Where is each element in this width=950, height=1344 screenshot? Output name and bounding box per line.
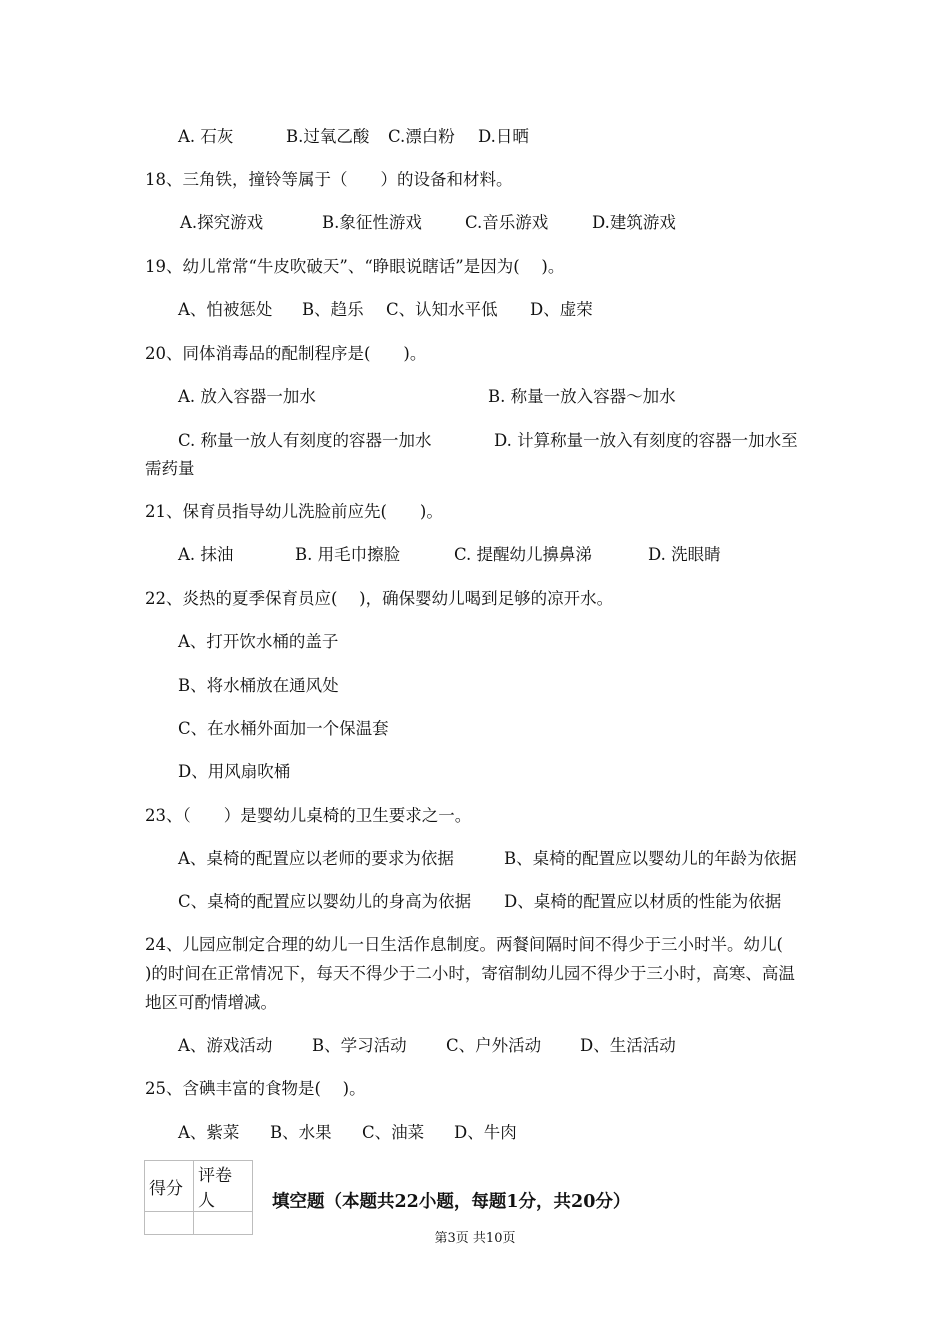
q19-option-d: D、虚荣 bbox=[530, 300, 593, 319]
q22-option-c: C、在水桶外面加一个保温套 bbox=[178, 719, 389, 738]
q22-option-b: B、将水桶放在通风处 bbox=[178, 676, 339, 695]
section-title: 填空题（本题共22小题，每题1分，共20分） bbox=[272, 1192, 631, 1212]
q22-option-d: D、用风扇吹桶 bbox=[178, 762, 291, 781]
q25-option-b: B、水果 bbox=[270, 1123, 332, 1142]
q18-option-d: D.建筑游戏 bbox=[592, 213, 676, 232]
q17-option-c: C.漂白粉 bbox=[388, 127, 455, 146]
q20-continuation: 需药量 bbox=[145, 459, 195, 478]
q21-option-d: D. 洗眼睛 bbox=[648, 545, 721, 564]
q19-option-b: B、趋乐 bbox=[302, 300, 364, 319]
q18-option-a: A.探究游戏 bbox=[180, 213, 264, 232]
q23-option-b: B、桌椅的配置应以婴幼儿的年龄为依据 bbox=[504, 849, 797, 868]
q22-option-a: A、打开饮水桶的盖子 bbox=[178, 632, 339, 651]
q20-stem: 20、同体消毒品的配制程序是( )。 bbox=[145, 344, 427, 363]
q24-option-d: D、生活活动 bbox=[580, 1036, 676, 1055]
q23-option-c: C、桌椅的配置应以婴幼儿的身高为依据 bbox=[178, 892, 472, 911]
q23-option-d: D、桌椅的配置应以材质的性能为依据 bbox=[504, 892, 782, 911]
q24-option-b: B、学习活动 bbox=[312, 1036, 407, 1055]
q19-option-a: A、怕被惩处 bbox=[178, 300, 273, 319]
q24-option-a: A、游戏活动 bbox=[178, 1036, 273, 1055]
q24-option-c: C、户外活动 bbox=[446, 1036, 542, 1055]
q25-option-a: A、紫菜 bbox=[178, 1123, 240, 1142]
q25-option-c: C、油菜 bbox=[362, 1123, 425, 1142]
score-table bbox=[144, 1160, 253, 1235]
q18-option-c: C.音乐游戏 bbox=[465, 213, 549, 232]
q20-option-b: B. 称量一放入容器～加水 bbox=[488, 387, 676, 406]
score-label: 得分 bbox=[145, 1161, 194, 1212]
q18-option-b: B.象征性游戏 bbox=[322, 213, 422, 232]
q19-stem: 19、幼儿常常“牛皮吹破天”、“睁眼说瞎话”是因为( )。 bbox=[145, 257, 565, 276]
q25-option-d: D、牛肉 bbox=[454, 1123, 517, 1142]
q21-option-a: A. 抹油 bbox=[178, 545, 234, 564]
q24-line-3: 地区可酌情增减。 bbox=[145, 993, 277, 1012]
q17-option-d: D.日晒 bbox=[478, 127, 529, 146]
q23-option-a: A、桌椅的配置应以老师的要求为依据 bbox=[178, 849, 454, 868]
q20-option-d: D. 计算称量一放入有刻度的容器一加水至 bbox=[494, 431, 798, 450]
q22-stem: 22、炎热的夏季保育员应( )，确保婴幼儿喝到足够的凉开水。 bbox=[145, 589, 614, 608]
q19-option-c: C、认知水平低 bbox=[386, 300, 498, 319]
q25-stem: 25、含碘丰富的食物是( )。 bbox=[145, 1079, 366, 1098]
q21-option-b: B. 用毛巾擦脸 bbox=[295, 545, 401, 564]
q24-line-1: 24、儿园应制定合理的幼儿一日生活作息制度。两餐间隔时间不得少于三小时半。幼儿( bbox=[145, 935, 783, 954]
q23-stem: 23、（ ）是婴幼儿桌椅的卫生要求之一。 bbox=[145, 806, 472, 825]
q21-stem: 21、保育员指导幼儿洗脸前应先( )。 bbox=[145, 502, 443, 521]
page-footer: 第3页 共10页 bbox=[434, 1231, 516, 1246]
q21-option-c: C. 提醒幼儿擤鼻涕 bbox=[454, 545, 593, 564]
q20-option-c: C. 称量一放人有刻度的容器一加水 bbox=[178, 431, 432, 450]
q17-option-b: B.过氧乙酸 bbox=[286, 127, 370, 146]
q24-line-2: )的时间在正常情况下，每天不得少于二小时，寄宿制幼儿园不得少于三小时，高寒、高温 bbox=[145, 964, 795, 983]
q17-option-a: A. 石灰 bbox=[178, 127, 234, 146]
q18-stem: 18、三角铁，撞铃等属于（ ）的设备和材料。 bbox=[145, 170, 513, 189]
q20-option-a: A. 放入容器一加水 bbox=[178, 387, 316, 406]
grader-label: 评卷人 bbox=[194, 1161, 253, 1212]
